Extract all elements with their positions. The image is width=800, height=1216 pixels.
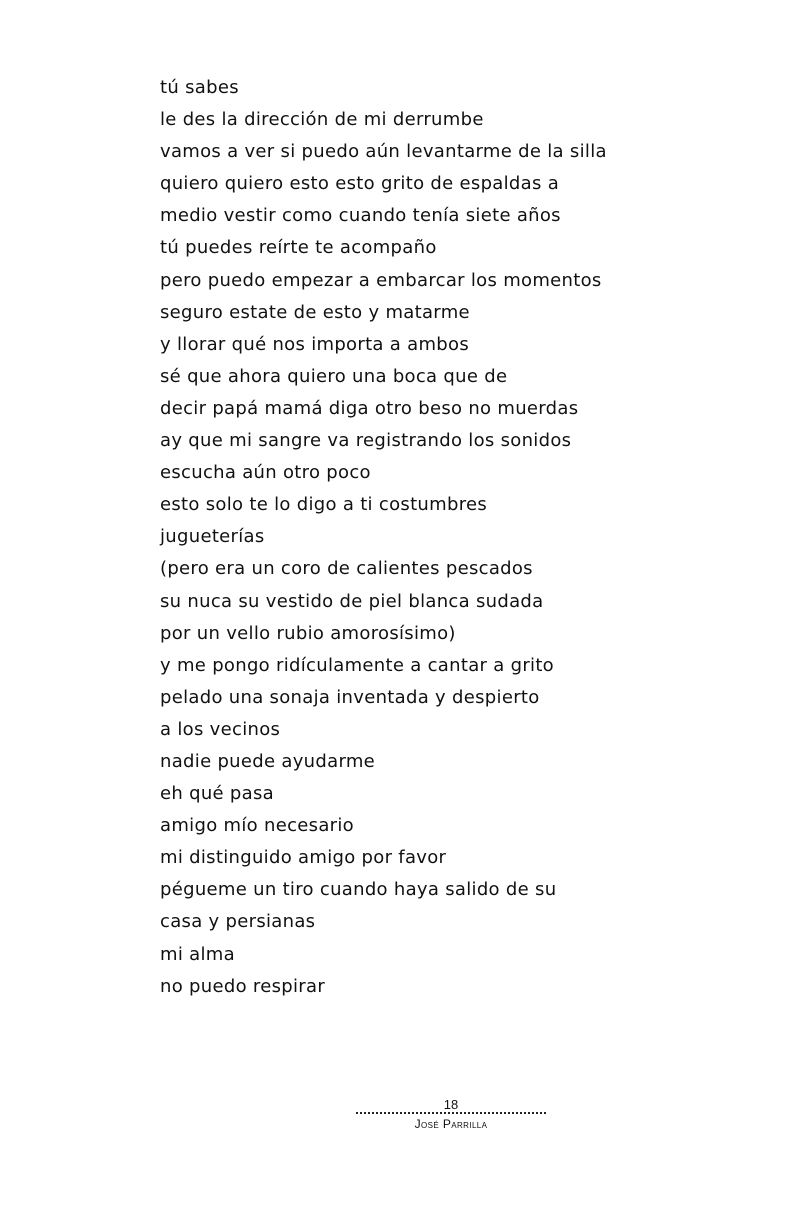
author-name: José Parrilla xyxy=(414,1117,488,1131)
poem-line: tú sabes xyxy=(160,77,239,98)
poem-line: medio vestir como cuando tenía siete años xyxy=(160,205,561,227)
poem-line: tú puedes reírte te acompaño xyxy=(160,237,437,259)
poem-line: ay que mi sangre va registrando los sonidos xyxy=(160,430,572,452)
poem-line: vamos a ver si puedo aún levantarme de la silla xyxy=(160,141,607,163)
poem-line: eh qué pasa xyxy=(160,783,274,805)
poem-line: por un vello rubio amorosísimo) xyxy=(160,622,456,644)
poem-line: quiero quiero esto esto grito de espaldas a xyxy=(160,173,560,195)
poem-line: pégueme un tiro cuando haya salido de su xyxy=(160,879,557,901)
poem-line: sé que ahora quiero una boca que de xyxy=(160,365,508,387)
poem-line: casa y persianas xyxy=(160,911,316,933)
poem-line: a los vecinos xyxy=(160,718,281,740)
page-footer xyxy=(356,1097,546,1132)
poem-line: su nuca su vestido de piel blanca sudada xyxy=(160,590,544,612)
poem-line: jugueterías xyxy=(160,526,265,548)
poem-line: pero puedo empezar a embarcar los momentos xyxy=(160,269,602,291)
poem-line: esto solo te lo digo a ti costumbres xyxy=(160,494,488,516)
poem-line: le des la dirección de mi derrumbe xyxy=(160,109,484,131)
poem-text xyxy=(160,72,760,1003)
poem-line: y llorar qué nos importa a ambos xyxy=(160,333,470,355)
footer-divider xyxy=(356,1112,546,1114)
poem-line: escucha aún otro poco xyxy=(160,462,371,484)
poem-line: pelado una sonaja inventada y despierto xyxy=(160,686,540,708)
poem-line: amigo mío necesario xyxy=(160,815,354,837)
page-number: 18 xyxy=(443,1097,459,1112)
poem-line: seguro estate de esto y matarme xyxy=(160,301,470,323)
poem-line: nadie puede ayudarme xyxy=(160,750,376,772)
poem-line: mi distinguido amigo por favor xyxy=(160,847,447,869)
poem-line: decir papá mamá diga otro beso no muerdas xyxy=(160,397,579,419)
poem-line: no puedo respirar xyxy=(160,975,326,997)
poem-line: (pero era un coro de calientes pescados xyxy=(160,558,533,580)
poem-line: mi alma xyxy=(160,943,235,965)
poem-line: y me pongo ridículamente a cantar a grito xyxy=(160,654,554,676)
